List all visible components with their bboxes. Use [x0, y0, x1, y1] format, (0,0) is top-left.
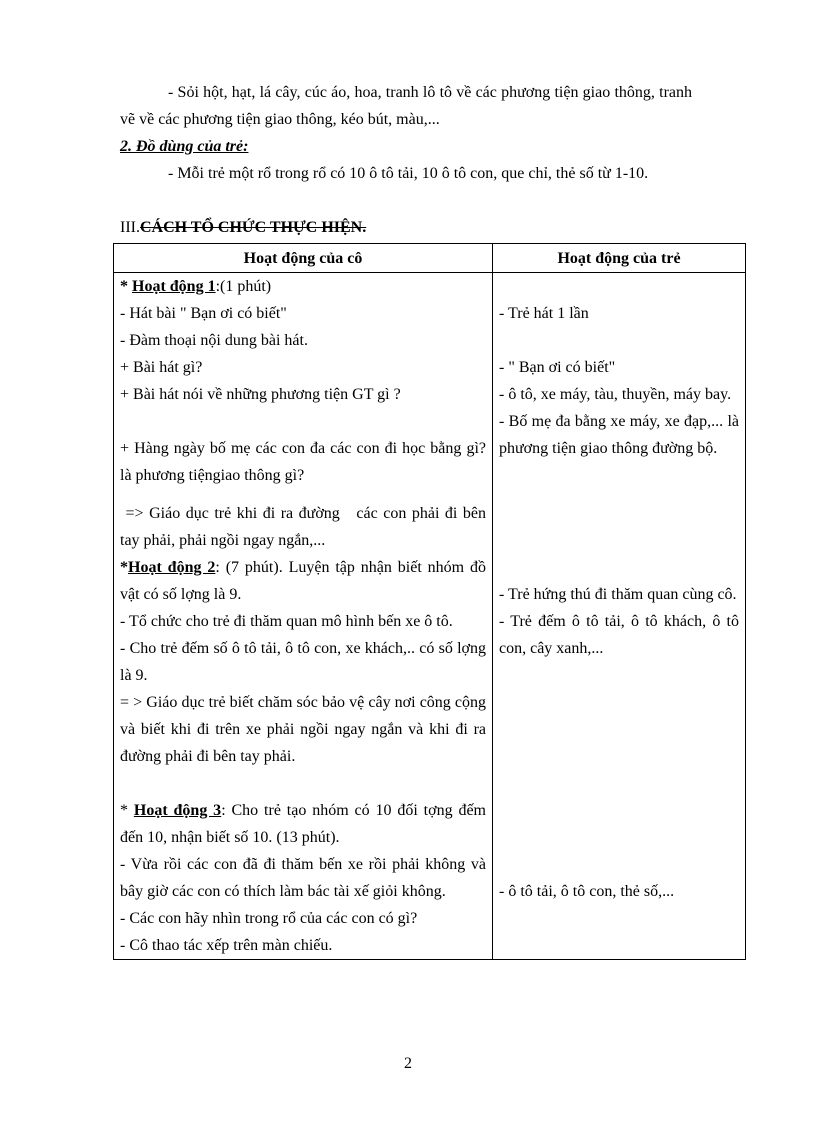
- teacher-visit: - Tổ chức cho trẻ đi thăm quan mô hình bến xe ô tô.: [120, 613, 453, 630]
- page-number: 2: [404, 1055, 412, 1072]
- teacher-question-3: + Hàng ngày bố mẹ các con đa các con đi học bằng gì? là phương tiệngiao thông gì?: [120, 440, 486, 484]
- subheading-child-materials: [120, 133, 692, 160]
- table-row: [114, 273, 746, 960]
- activity-1-line: * Hoạt động 1:(1 phút): [120, 278, 272, 295]
- blank-line: [499, 689, 739, 716]
- subheading-text: 2. Đồ dùng của trẻ:: [120, 138, 249, 155]
- blank-line: [499, 273, 739, 300]
- teacher-count: - Cho trẻ đếm số ô tô tải, ô tô con, xe khách,.. có số lợng là 9.: [120, 640, 486, 684]
- activity-3-line: [120, 797, 486, 851]
- teacher-talk: - Đàm thoại nội dung bài hát.: [120, 332, 308, 349]
- blank-line: [499, 770, 739, 797]
- blank-line: [499, 824, 739, 851]
- section-heading: [120, 214, 692, 241]
- teacher-column: [114, 273, 493, 960]
- blank-line: [499, 797, 739, 824]
- header-teacher: Hoạt động của cô: [114, 244, 493, 273]
- child-vehicles: - ô tô, xe máy, tàu, thuyền, máy bay.: [499, 386, 732, 403]
- teacher-intro-3: - Vừa rồi các con đã đi thăm bến xe rồi phải không và bây giờ các con có thích làm bác tài xế giỏi không.: [120, 856, 486, 900]
- blank-line: [499, 743, 739, 770]
- activity-2-description: : (7 phút). Luyện tập nhận biết nhóm đồ vật có số lợng là 9.: [120, 559, 486, 603]
- activity-3-label: Hoạt động 3: [133, 802, 222, 819]
- child-look: - ô tô tải, ô tô con, thẻ số,...: [499, 883, 675, 900]
- blank-line: [499, 473, 739, 500]
- spacer: [499, 462, 739, 473]
- activity-1-label: Hoạt động 1: [132, 278, 216, 295]
- activity-2-label: Hoạt động 2: [128, 559, 216, 576]
- child-column: [493, 273, 746, 960]
- header-child: Hoạt động của trẻ: [493, 244, 746, 273]
- child-materials-text: - Mỗi trẻ một rổ trong rổ có 10 ô tô tải, 10 ô tô con, que chỉ, thẻ số từ 1-10.: [168, 165, 649, 182]
- teacher-look: - Các con hãy nhìn trong rổ của các con có gì?: [120, 910, 418, 927]
- blank-line: [499, 851, 739, 878]
- activity-table: [113, 243, 746, 960]
- blank-line: [499, 716, 739, 743]
- blank-line: [499, 662, 739, 689]
- activity-2-prefix: *: [120, 559, 128, 576]
- teacher-sing: - Hát bài " Bạn ơi có biết": [120, 305, 287, 322]
- teacher-demo: - Cô thao tác xếp trên màn chiếu.: [120, 937, 333, 954]
- section-number: III.: [120, 219, 140, 236]
- blank-line: [499, 554, 739, 581]
- teacher-education-1: => Giáo dục trẻ khi đi ra đường các con phải đi bên tay phải, phải ngồi ngay ngắn,...: [120, 505, 491, 549]
- activity-1-duration: :(1 phút): [215, 278, 272, 295]
- teacher-education-2: = > Giáo dục trẻ biết chăm sóc bảo vệ cây nơi công cộng và biết khi đi trên xe phải ngồi ngay ngắn và khi đi ra đường phải đi bên tay phải.: [120, 694, 486, 765]
- teacher-question-2: + Bài hát nói về những phương tiện GT gì ?: [120, 386, 401, 403]
- child-parents: - Bố mẹ đa bằng xe máy, xe đạp,... là phương tiện giao thông đường bộ.: [499, 413, 739, 457]
- teacher-question-1: + Bài hát gì?: [120, 359, 203, 376]
- blank-line: [499, 527, 739, 554]
- spacer: [120, 489, 486, 500]
- blank-line: [499, 500, 739, 527]
- child-count: - Trẻ đếm ô tô tải, ô tô khách, ô tô con, cây xanh,...: [499, 613, 739, 657]
- blank-line: [120, 408, 486, 435]
- activity-3-description: : Cho trẻ tạo nhóm có 10 đối tợng đếm đến 10, nhận biết số 10. (13 phút).: [120, 802, 487, 846]
- materials-text: - Sỏi hột, hạt, lá cây, cúc áo, hoa, tranh lô tô về các phương tiện giao thông, tranh vẽ về các phương tiện giao thông, kéo bút, màu,...: [120, 84, 692, 128]
- blank-line: [120, 770, 486, 797]
- table-header-row: [114, 244, 746, 273]
- child-visit: - Trẻ hứng thú đi thăm quan cùng cô.: [499, 586, 737, 603]
- child-song-name: - " Bạn ơi có biết": [499, 359, 616, 376]
- section-title: CÁCH TỔ CHỨC THỰC HIỆN.: [139, 219, 367, 236]
- activity-2-line: [120, 554, 486, 608]
- child-sing: - Trẻ hát 1 lần: [499, 305, 589, 322]
- activity-3-prefix: *: [120, 802, 134, 819]
- blank-line: [499, 327, 739, 354]
